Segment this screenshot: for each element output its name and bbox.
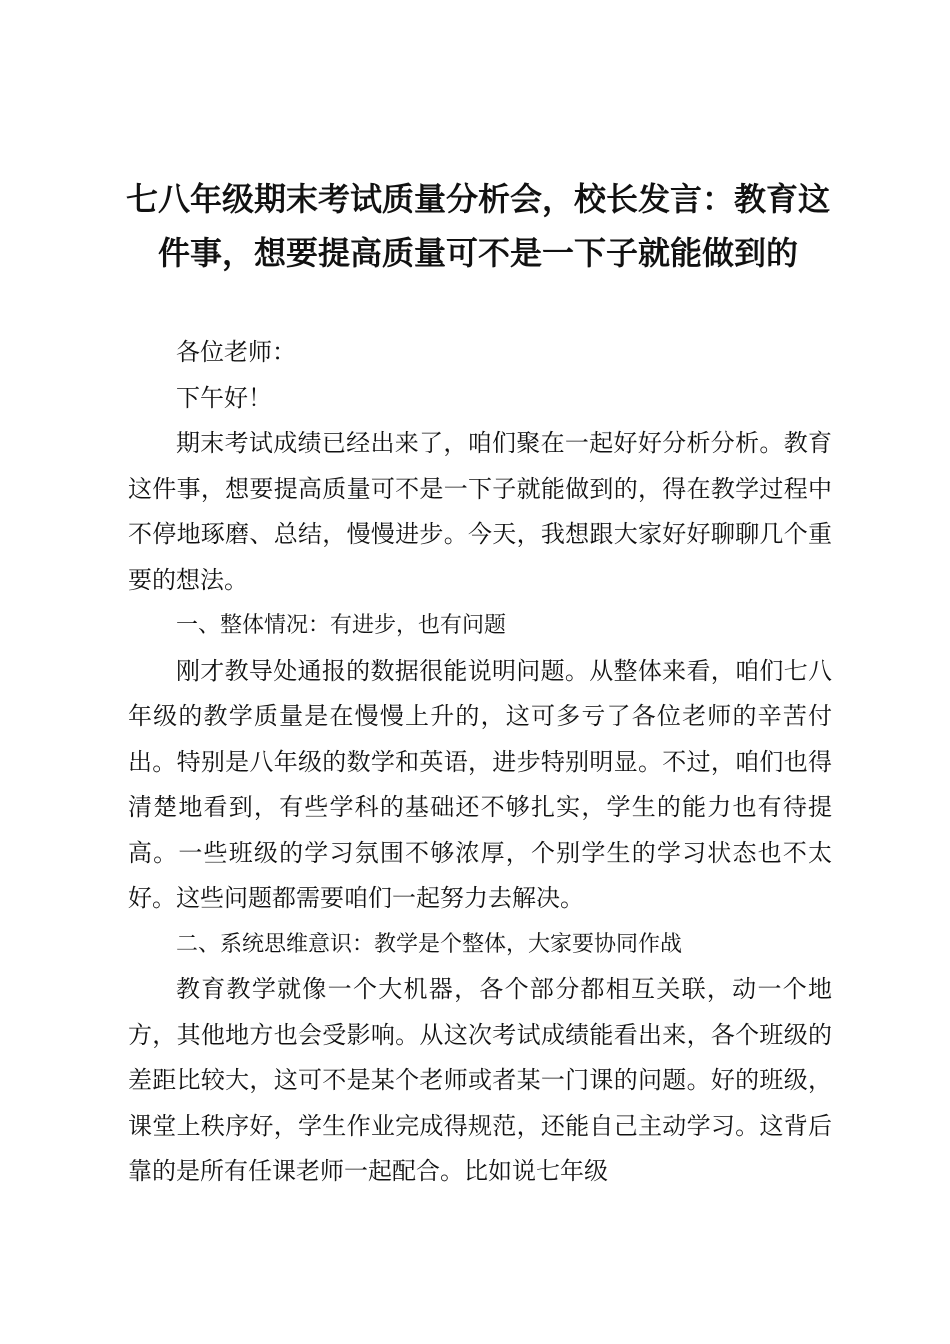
document-body — [128, 330, 832, 1195]
section-2-paragraph: 教育教学就像一个大机器，各个部分都相互关联，动一个地方，其他地方也会受影响。从这次考试成绩能看出来，各个班级的差距比较大，这可不是某个老师或者某一门课的问题。好的班级，课堂上秩序好，学生作业完成得规范，还能自己主动学习。这背后靠的是所有任课老师一起配合。比如说七年级 — [128, 975, 832, 1185]
intro-paragraph: 期末考试成绩已经出来了，咱们聚在一起好好分析分析。教育这件事，想要提高质量可不是一下子就能做到的，得在教学过程中不停地琢磨、总结，慢慢进步。今天，我想跟大家好好聊聊几个重要的想法。 — [128, 429, 832, 594]
salutation: 各位老师： — [176, 338, 296, 366]
section-1-heading: 一、整体情况：有进步，也有问题 — [176, 613, 507, 638]
greeting: 下午好！ — [176, 383, 272, 412]
document-title: 七八年级期末考试质量分析会，校长发言：教育这件事，想要提高质量可不是一下子就能做到的 — [125, 180, 830, 272]
section-2-heading: 二、系统思维意识：教学是个整体，大家要协同作战 — [176, 931, 683, 957]
section-1-paragraph: 刚才教导处通报的数据很能说明问题。从整体来看，咱们七八年级的教学质量是在慢慢上升的，这可多亏了各位老师的辛苦付出。特别是八年级的数学和英语，进步特别明显。不过，咱们也得清楚地看到，有些学科的基础还不够扎实，学生的能力也有待提高。一些班级的学习氛围不够浓厚，个别学生的学习状态也不太好。这些问题都需要咱们一起努力去解决。 — [128, 656, 832, 912]
